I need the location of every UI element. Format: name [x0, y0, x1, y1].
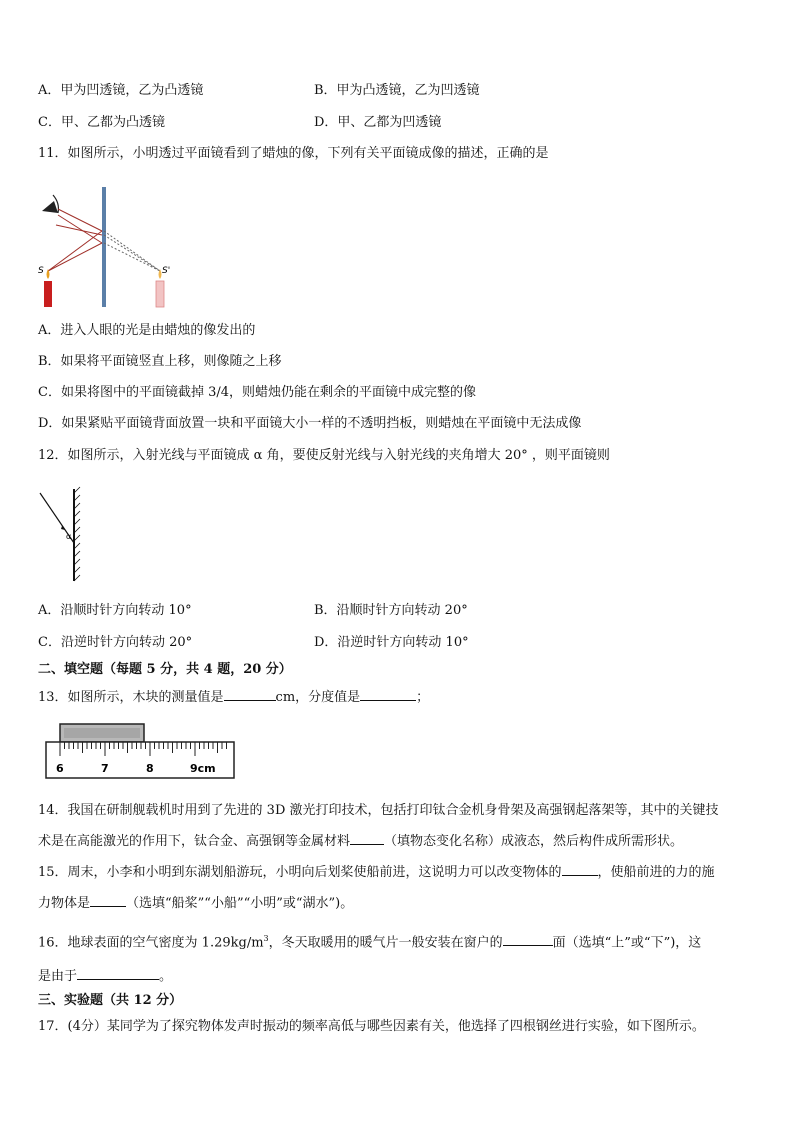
q16-blank-1[interactable] — [503, 933, 553, 946]
ruler-label-7: 7 — [101, 762, 109, 775]
q15-blank-2[interactable] — [90, 894, 126, 907]
alpha-label: α — [66, 532, 72, 541]
q15-line1 — [38, 863, 715, 882]
q16-line1-a: 16．地球表面的空气密度为 1.29kg/m — [38, 935, 264, 951]
q16-line2-a: 是由于 — [38, 969, 78, 984]
section-title-experiment: 三、实验题（共 12 分） — [38, 993, 183, 1008]
q13-blank-2[interactable] — [360, 688, 416, 701]
q15-line1-a: 15．周末，小李和小明到东湖划船游玩，小明向后划桨使船前进，这说明力可以改变物体的 — [38, 865, 562, 880]
q12-stem: 12．如图所示，入射光线与平面镜成 α 角，要使反射光线与入射光线的夹角增大 20° ，则平面镜则 — [38, 448, 610, 463]
q11-mirror-figure — [36, 185, 176, 313]
q14-line1: 14．我国在研制舰载机时用到了先进的 3D 激光打印技术，包括打印钛合金机身骨架及高强钢起落架等，其中的关键技 — [38, 803, 719, 818]
q16-line1-c: 面（选填“上”或“下”)，这 — [552, 935, 702, 951]
q11-stem: 11．如图所示，小明透过平面镜看到了蜡烛的像，下列有关平面镜成像的描述，正确的是 — [38, 146, 549, 161]
q11-option-d: D．如果紧贴平面镜背面放置一块和平面镜大小一样的不透明挡板，则蜡烛在平面镜中无法成像 — [38, 416, 582, 431]
q16-line1 — [38, 930, 701, 952]
q16-line2-b: 。 — [159, 969, 173, 984]
q12-option-d: D．沿逆时针方向转动 10° — [314, 635, 469, 650]
q15-blank-1[interactable] — [562, 863, 598, 876]
section-title-fill-in: 二、填空题（每题 5 分，共 4 题，20 分） — [38, 662, 292, 677]
ruler-label-9cm: 9cm — [190, 762, 216, 775]
q12-option-a: A．沿顺时针方向转动 10° — [38, 603, 192, 618]
q10-option-d: D．甲、乙都为凹透镜 — [314, 115, 442, 130]
q10-option-a: A．甲为凹透镜，乙为凸透镜 — [38, 83, 204, 98]
q11-option-a: A．进入人眼的光是由蜡烛的像发出的 — [38, 323, 256, 338]
q11-option-c: C．如果将图中的平面镜截掉 3/4，则蜡烛仍能在剩余的平面镜中成完整的像 — [38, 385, 477, 400]
plane-mirror — [102, 187, 106, 307]
q14-line2 — [38, 832, 683, 851]
eye-icon — [42, 195, 58, 213]
q13-part3: ； — [416, 690, 430, 705]
q12-option-b: B．沿顺时针方向转动 20° — [314, 603, 468, 618]
ruler-label-6: 6 — [56, 762, 64, 775]
q15-line1-b: ，使船前进的力的施 — [597, 865, 715, 880]
q13-ruler-figure — [44, 722, 238, 782]
label-s-prime: S' — [162, 266, 171, 276]
q13-blank-1[interactable] — [224, 688, 276, 701]
candle-icon — [44, 269, 52, 307]
q10-option-b: B．甲为凸透镜，乙为凹透镜 — [314, 83, 480, 98]
q16-line2 — [38, 967, 172, 986]
q15-line2 — [38, 894, 353, 913]
q12-option-c: C．沿逆时针方向转动 20° — [38, 635, 193, 650]
q13-part1: 13．如图所示，木块的测量值是 — [38, 690, 224, 705]
q10-option-c: C．甲、乙都为凸透镜 — [38, 115, 165, 130]
q16-line1-b: ，冬天取暖用的暖气片一般安装在窗户的 — [268, 935, 503, 951]
q14-line2-a: 术是在高能激光的作用下，钛合金、高强钢等金属材料 — [38, 834, 351, 849]
q15-line2-b: （选填“船桨”“小船”“小明”或“湖水”)。 — [126, 896, 354, 911]
ruler-label-8: 8 — [146, 762, 154, 775]
q13-part2: cm，分度值是 — [275, 690, 361, 705]
q16-blank-2[interactable] — [77, 967, 159, 980]
q11-option-b: B．如果将平面镜竖直上移，则像随之上移 — [38, 354, 282, 369]
q14-line2-b: （填物态变化名称）成液态，然后构件成所需形状。 — [384, 834, 684, 849]
q13-text — [38, 688, 429, 707]
q15-line2-a: 力物体是 — [38, 896, 91, 911]
q14-blank[interactable] — [350, 832, 384, 845]
q16-superscript: 3 — [263, 934, 269, 943]
q12-mirror-figure — [36, 485, 86, 585]
q17-stem: 17．(4分）某同学为了探究物体发声时振动的频率高低与哪些因素有关，他选择了四根钢丝进行实验，如下图所示。 — [38, 1019, 705, 1034]
label-s: S — [38, 266, 44, 276]
